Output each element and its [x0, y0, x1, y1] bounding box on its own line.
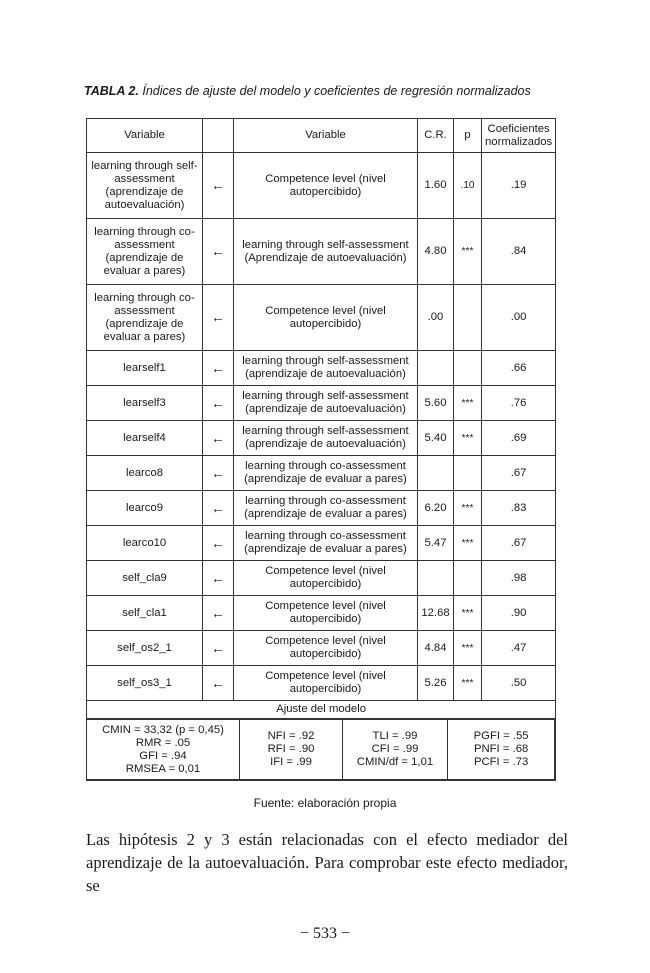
row-cr: 4.80: [418, 219, 454, 285]
row-arrow: ←: [203, 219, 234, 285]
table-row: [87, 666, 556, 701]
row-arrow: ←: [203, 421, 234, 456]
row-coef: .76: [482, 386, 556, 421]
row-coef: .98: [482, 561, 556, 596]
row-variable-1: self_os3_1: [87, 666, 203, 701]
row-variable-1: learself3: [87, 386, 203, 421]
header-coef: Coeficientes normalizados: [482, 119, 556, 153]
row-p: ***: [454, 219, 482, 285]
row-variable-2: learning through self-assessment (aprendizaje de autoevaluación): [234, 386, 418, 421]
table-row: [87, 526, 556, 561]
fit-index: PGFI = .55: [473, 730, 529, 742]
row-cr: .00: [418, 285, 454, 351]
table-label: TABLA 2.: [84, 84, 139, 98]
row-variable-1: self_cla1: [87, 596, 203, 631]
row-coef: .83: [482, 491, 556, 526]
row-cr: [418, 456, 454, 491]
header-variable-1: Variable: [87, 119, 203, 153]
row-variable-1: learco10: [87, 526, 203, 561]
row-p: ***: [454, 386, 482, 421]
row-p: .10: [454, 153, 482, 219]
row-coef: .50: [482, 666, 556, 701]
table-row: [87, 351, 556, 386]
fit-indices: [87, 719, 555, 780]
row-variable-1: learning through self-assessment (aprendizaje de autoevaluación): [87, 153, 203, 219]
row-variable-2: Competence level (nivel autopercibido): [234, 631, 418, 666]
row-arrow: ←: [203, 666, 234, 701]
row-variable-2: learning through self-assessment (Aprendizaje de autoevaluación): [234, 219, 418, 285]
fit-index: GFI = .94: [139, 749, 187, 762]
table-row: [87, 421, 556, 456]
header-p: p: [454, 119, 482, 153]
row-arrow: ←: [203, 386, 234, 421]
row-cr: 5.60: [418, 386, 454, 421]
row-variable-1: learning through co-assessment (aprendizaje de evaluar a pares): [87, 219, 203, 285]
fit-col-3: [343, 720, 448, 780]
row-variable-1: learco8: [87, 456, 203, 491]
table-row: [87, 631, 556, 666]
row-variable-2: learning through co-assessment (aprendizaje de evaluar a pares): [234, 491, 418, 526]
row-coef: .47: [482, 631, 556, 666]
table-row: [87, 285, 556, 351]
table-row: [87, 219, 556, 285]
table-body: [87, 153, 556, 701]
row-variable-2: Competence level (nivel autopercibido): [234, 561, 418, 596]
fit-values-row: [87, 719, 556, 781]
row-variable-1: learself4: [87, 421, 203, 456]
fit-col-2: [240, 720, 343, 780]
row-variable-1: learself1: [87, 351, 203, 386]
row-p: ***: [454, 631, 482, 666]
row-p: ***: [454, 491, 482, 526]
row-coef: .66: [482, 351, 556, 386]
row-arrow: ←: [203, 351, 234, 386]
row-arrow: ←: [203, 285, 234, 351]
row-arrow: ←: [203, 561, 234, 596]
row-variable-2: Competence level (nivel autopercibido): [234, 285, 418, 351]
row-cr: 5.47: [418, 526, 454, 561]
row-p: [454, 351, 482, 386]
fit-title-row: [87, 701, 556, 719]
header-cr: C.R.: [418, 119, 454, 153]
row-coef: .67: [482, 526, 556, 561]
row-cr: [418, 561, 454, 596]
row-p: ***: [454, 421, 482, 456]
row-p: [454, 561, 482, 596]
row-variable-2: learning through co-assessment (aprendizaje de evaluar a pares): [234, 526, 418, 561]
fit-index: NFI = .92: [267, 730, 315, 742]
table-row: [87, 596, 556, 631]
regression-table: [86, 118, 556, 781]
row-cr: 6.20: [418, 491, 454, 526]
table-source: Fuente: elaboración propia: [253, 796, 397, 810]
table-row: [87, 386, 556, 421]
row-p: [454, 456, 482, 491]
row-variable-1: self_os2_1: [87, 631, 203, 666]
fit-index: TLI = .99: [372, 730, 418, 742]
header-arrow: [203, 119, 234, 153]
table-caption: [84, 84, 531, 98]
fit-index: CMIN = 33,32 (p = 0,45): [102, 723, 224, 736]
row-p: ***: [454, 526, 482, 561]
row-cr: 12.68: [418, 596, 454, 631]
page-number: − 533 −: [299, 925, 351, 942]
row-cr: 1.60: [418, 153, 454, 219]
fit-index: RFI = .90: [267, 743, 315, 755]
fit-index: IFI = .99: [270, 756, 312, 768]
table-title: Índices de ajuste del modelo y coeficientes de regresión normalizados: [142, 84, 531, 98]
row-arrow: ←: [203, 631, 234, 666]
fit-index: PNFI = .68: [473, 743, 529, 755]
table-row: [87, 456, 556, 491]
row-coef: .00: [482, 285, 556, 351]
row-coef: .90: [482, 596, 556, 631]
row-variable-2: Competence level (nivel autopercibido): [234, 666, 418, 701]
fit-index: PCFI = .73: [473, 756, 529, 768]
row-variable-2: Competence level (nivel autopercibido): [234, 153, 418, 219]
row-cr: 5.40: [418, 421, 454, 456]
fit-index: RMR = .05: [135, 736, 191, 749]
fit-col-1: [87, 720, 240, 780]
row-coef: .84: [482, 219, 556, 285]
row-cr: [418, 351, 454, 386]
row-coef: .19: [482, 153, 556, 219]
table-row: [87, 153, 556, 219]
fit-index: RMSEA = 0,01: [125, 762, 201, 775]
body-paragraph: Las hipótesis 2 y 3 están relacionadas con el efecto mediador del aprendizaje de la autoevaluación. Para comprobar este efecto mediador, se: [86, 830, 568, 895]
row-arrow: ←: [203, 456, 234, 491]
row-variable-2: learning through self-assessment (aprendizaje de autoevaluación): [234, 351, 418, 386]
fit-index: CMIN/df = 1,01: [356, 756, 434, 768]
row-cr: 4.84: [418, 631, 454, 666]
row-arrow: ←: [203, 153, 234, 219]
row-variable-1: self_cla9: [87, 561, 203, 596]
row-variable-2: learning through self-assessment (aprendizaje de autoevaluación): [234, 421, 418, 456]
fit-index: CFI = .99: [371, 743, 419, 755]
fit-col-4: [448, 720, 555, 780]
table-row: [87, 491, 556, 526]
row-p: [454, 285, 482, 351]
row-cr: 5.26: [418, 666, 454, 701]
row-arrow: ←: [203, 596, 234, 631]
row-p: ***: [454, 666, 482, 701]
row-arrow: ←: [203, 526, 234, 561]
row-coef: .67: [482, 456, 556, 491]
row-arrow: ←: [203, 491, 234, 526]
header-variable-2: Variable: [234, 119, 418, 153]
row-variable-1: learning through co-assessment (aprendizaje de evaluar a pares): [87, 285, 203, 351]
table-row: [87, 561, 556, 596]
fit-title: Ajuste del modelo: [87, 701, 556, 719]
row-variable-1: learco9: [87, 491, 203, 526]
row-coef: .69: [482, 421, 556, 456]
row-variable-2: learning through co-assessment (aprendizaje de evaluar a pares): [234, 456, 418, 491]
row-variable-2: Competence level (nivel autopercibido): [234, 596, 418, 631]
row-p: ***: [454, 596, 482, 631]
